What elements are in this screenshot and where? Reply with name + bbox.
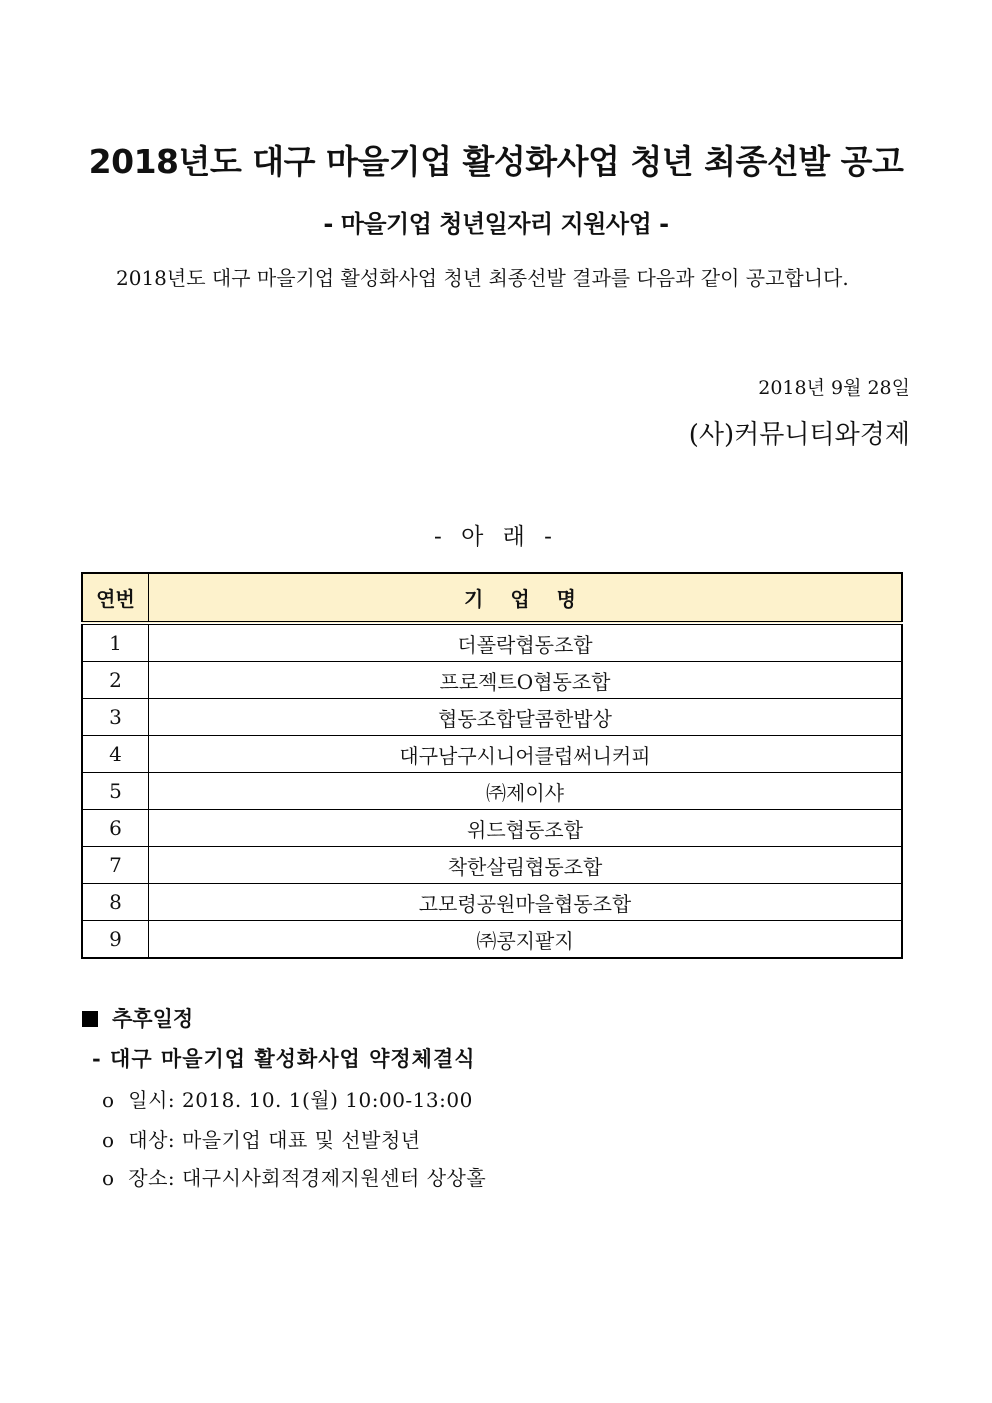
row-company-name: ㈜콩지팥지 bbox=[149, 921, 903, 959]
row-number: 4 bbox=[82, 736, 149, 773]
header-number: 연번 bbox=[82, 573, 149, 623]
schedule-item-target: o 대상: 마을기업 대표 및 선발청년 bbox=[102, 1128, 421, 1152]
schedule-heading bbox=[82, 1003, 193, 1033]
row-company-name: 더폴락협동조합 bbox=[149, 623, 903, 662]
table-row bbox=[82, 847, 902, 884]
table-row bbox=[82, 699, 902, 736]
selection-table bbox=[81, 572, 903, 959]
schedule-heading-text: 추후일정 bbox=[112, 1006, 194, 1031]
row-number: 1 bbox=[82, 623, 149, 662]
below-label: - 아 래 - bbox=[434, 524, 558, 550]
table-row bbox=[82, 736, 902, 773]
row-number: 5 bbox=[82, 773, 149, 810]
table-row bbox=[82, 884, 902, 921]
page-title: 2018년도 대구 마을기업 활성화사업 청년 최종선발 공고 bbox=[88, 142, 904, 181]
row-company-name: 착한살림협동조합 bbox=[149, 847, 903, 884]
table-row bbox=[82, 662, 902, 699]
table-row bbox=[82, 921, 902, 959]
row-company-name: 고모령공원마을협동조합 bbox=[149, 884, 903, 921]
table-row bbox=[82, 810, 902, 847]
organization-name: (사)커뮤니티와경제 bbox=[688, 420, 910, 450]
header-company: 기 업 명 bbox=[149, 573, 903, 623]
schedule-subheading: - 대구 마을기업 활성화사업 약정체결식 bbox=[92, 1046, 476, 1071]
row-number: 9 bbox=[82, 921, 149, 959]
row-number: 2 bbox=[82, 662, 149, 699]
table-body bbox=[82, 623, 902, 958]
table-row bbox=[82, 623, 902, 662]
row-company-name: ㈜제이샤 bbox=[149, 773, 903, 810]
intro-text: 2018년도 대구 마을기업 활성화사업 청년 최종선발 결과를 다음과 같이 공고합니다. bbox=[116, 266, 849, 290]
page-subtitle: - 마을기업 청년일자리 지원사업 - bbox=[323, 210, 669, 238]
row-company-name: 대구남구시니어클럽써니커피 bbox=[149, 736, 903, 773]
table-header-row bbox=[82, 573, 902, 623]
row-number: 3 bbox=[82, 699, 149, 736]
intro-paragraph bbox=[82, 258, 910, 299]
row-company-name: 프로젝트O협동조합 bbox=[149, 662, 903, 699]
row-company-name: 협동조합달콤한밥상 bbox=[149, 699, 903, 736]
square-bullet-icon bbox=[82, 1011, 98, 1027]
schedule-item-datetime: o 일시: 2018. 10. 1(월) 10:00-13:00 bbox=[102, 1088, 473, 1112]
row-number: 8 bbox=[82, 884, 149, 921]
table-row bbox=[82, 773, 902, 810]
announcement-date: 2018년 9월 28일 bbox=[758, 377, 910, 399]
row-number: 6 bbox=[82, 810, 149, 847]
schedule-item-location: o 장소: 대구시사회적경제지원센터 상상홀 bbox=[102, 1166, 487, 1190]
row-number: 7 bbox=[82, 847, 149, 884]
row-company-name: 위드협동조합 bbox=[149, 810, 903, 847]
